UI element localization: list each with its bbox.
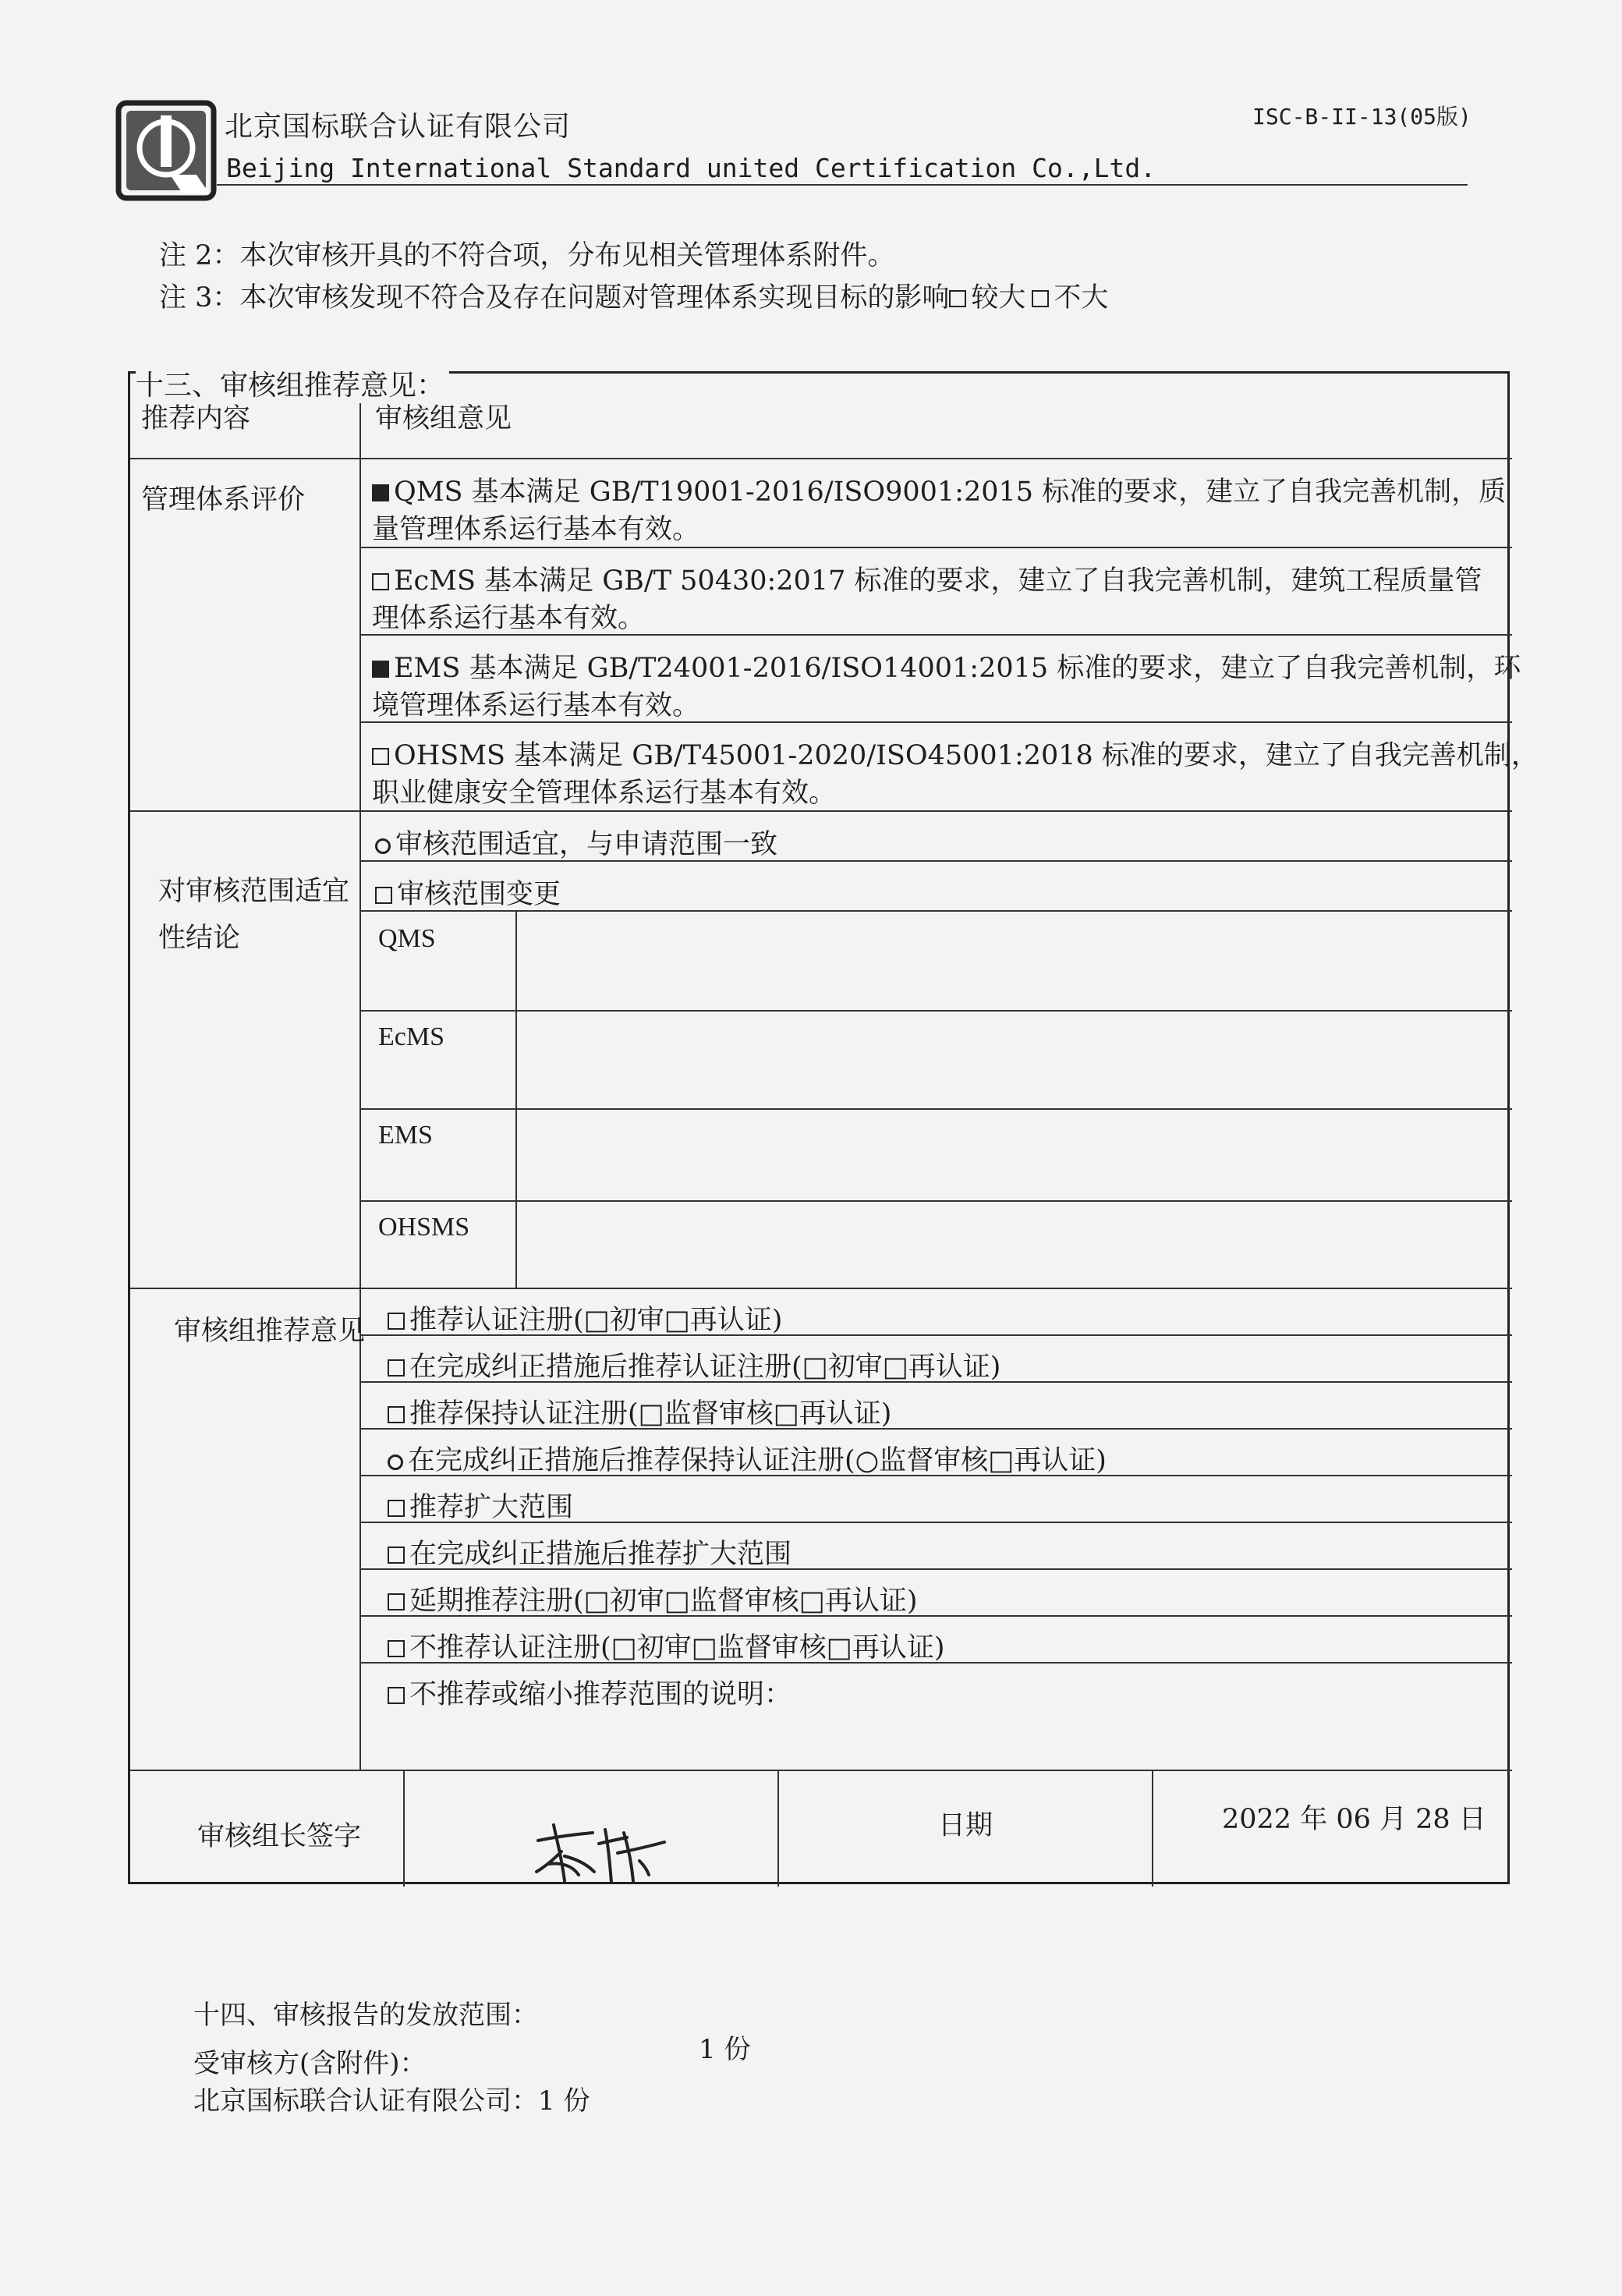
row-line [359,1200,1512,1202]
row-line [130,458,1512,459]
row-line [130,1770,1512,1771]
mgmt-item-ems-line2: 境管理体系运行基本有效。 [372,690,700,721]
rec-item: 推荐保持认证注册(□监督审核□再认证) [388,1392,891,1431]
rec-item: 在完成纠正措施后推荐扩大范围 [388,1532,792,1571]
scope-option-appropriate: 审核范围适宜，与申请范围一致 [375,823,777,862]
leader-signature-image [530,1817,671,1887]
system-label-ohsms: OHSMS [378,1213,470,1242]
checkbox-rec-8[interactable] [388,1640,405,1657]
checkbox-ohsms[interactable] [372,748,389,765]
checkbox-small[interactable] [1032,290,1049,307]
mgmt-item-ohsms: OHSMS 基本满足 GB/T45001-2020/ISO45001:2018 标准的要求，建立了自我完善机制， [372,734,1539,773]
mgmt-item-ecms: EcMS 基本满足 GB/T 50430:2017 标准的要求，建立了自我完善机制，建筑工程质量管 [372,559,1482,598]
distribution-company: 北京国标联合认证有限公司：1 份 [193,2085,590,2117]
rec-item: 在完成纠正措施后推荐认证注册(□初审□再认证) [388,1345,1000,1384]
checkbox-rec-5[interactable] [388,1500,405,1517]
date-value: 2022 年 06 月 28 日 [1222,1804,1486,1835]
radio-rec-4[interactable] [388,1454,403,1470]
row-line [130,810,1512,812]
mgmt-item-ems: EMS 基本满足 GB/T24001-2016/ISO14001:2015 标准的要求，建立了自我完善机制，环 [372,647,1521,686]
checkbox-rec-1[interactable] [388,1313,405,1330]
rec-item: 延期推荐注册(□初审□监督审核□再认证) [388,1579,918,1618]
section-14-title: 十四、审核报告的发放范围： [193,2000,538,2031]
checkbox-rec-9[interactable] [388,1687,405,1704]
section-13-title: 十三、审核组推荐意见： [136,363,449,403]
mgmt-item-ecms-line2: 理体系运行基本有效。 [372,603,646,634]
mgmt-item-ohsms-line2: 职业健康安全管理体系运行基本有效。 [372,778,837,809]
checkbox-qms[interactable] [372,484,389,501]
checkbox-larger[interactable] [949,290,966,307]
checkbox-rec-7[interactable] [388,1593,405,1610]
distribution-auditee: 受审核方(含附件)： [193,2048,427,2079]
recommendation-table [128,371,1539,1884]
checkbox-rec-6[interactable] [388,1547,405,1564]
mgmt-item-qms-line2: 量管理体系运行基本有效。 [372,514,700,545]
rec-item: 不推荐或缩小推荐范围的说明： [388,1673,792,1712]
checkbox-rec-2[interactable] [388,1359,405,1377]
scope-label-1: 对审核范围适宜 [158,876,350,907]
row-line [130,1288,1512,1289]
rec-item: 推荐扩大范围 [388,1486,573,1525]
system-label-ems: EMS [378,1121,433,1150]
checkbox-ecms[interactable] [372,573,389,590]
document-code: ISC-B-II-13(05版) [1252,104,1471,129]
checkbox-scope-changed[interactable] [375,887,392,904]
rec-label: 审核组推荐意见 [174,1316,366,1347]
rec-item: 推荐认证注册(□初审□再认证) [388,1299,782,1338]
radio-scope-appropriate[interactable] [375,838,391,854]
header-rule [217,184,1468,186]
leader-sign-label: 审核组长签字 [197,1821,362,1852]
system-label-qms: QMS [378,924,436,953]
row-line [359,547,1512,548]
scope-label-2: 性结论 [158,923,241,954]
scope-option-changed: 审核范围变更 [375,873,561,912]
mgmt-eval-label: 管理体系评价 [141,484,306,516]
option-larger: 较大 [971,282,1026,314]
note-3-text: 注 3：本次审核发现不符合及存在问题对管理体系实现目标的影响 [159,282,950,314]
company-name-cn: 北京国标联合认证有限公司 [225,111,572,143]
system-label-ecms: EcMS [378,1022,444,1051]
note-2: 注 2：本次审核开具的不符合项，分布见相关管理体系附件。 [159,240,895,271]
rec-item: 在完成纠正措施后推荐保持认证注册(○监督审核□再认证) [388,1439,1107,1478]
system-col-divider [515,910,517,1288]
note-3 [159,276,1108,315]
col-header-content: 推荐内容 [141,403,251,434]
mgmt-item-qms: QMS 基本满足 GB/T19001-2016/ISO9001:2015 标准的要求，建立了自我完善机制，质 [372,470,1506,509]
sign-col-divider [403,1770,405,1887]
option-small: 不大 [1054,282,1109,314]
company-logo-icon [115,100,217,201]
checkbox-ems[interactable] [372,661,389,678]
col-header-opinion: 审核组意见 [375,403,512,434]
sign-col-divider [1152,1770,1153,1887]
checkbox-rec-3[interactable] [388,1406,405,1423]
col-divider [359,374,361,1770]
row-line [359,1010,1512,1012]
date-label: 日期 [938,1810,993,1841]
company-name-en: Beijing International Standard united Certification Co.,Ltd. [226,153,1156,183]
row-line [359,1108,1512,1110]
distribution-auditee-count: 1 份 [699,2034,751,2065]
sign-col-divider [777,1770,779,1887]
rec-item: 不推荐认证注册(□初审□监督审核□再认证) [388,1626,945,1665]
